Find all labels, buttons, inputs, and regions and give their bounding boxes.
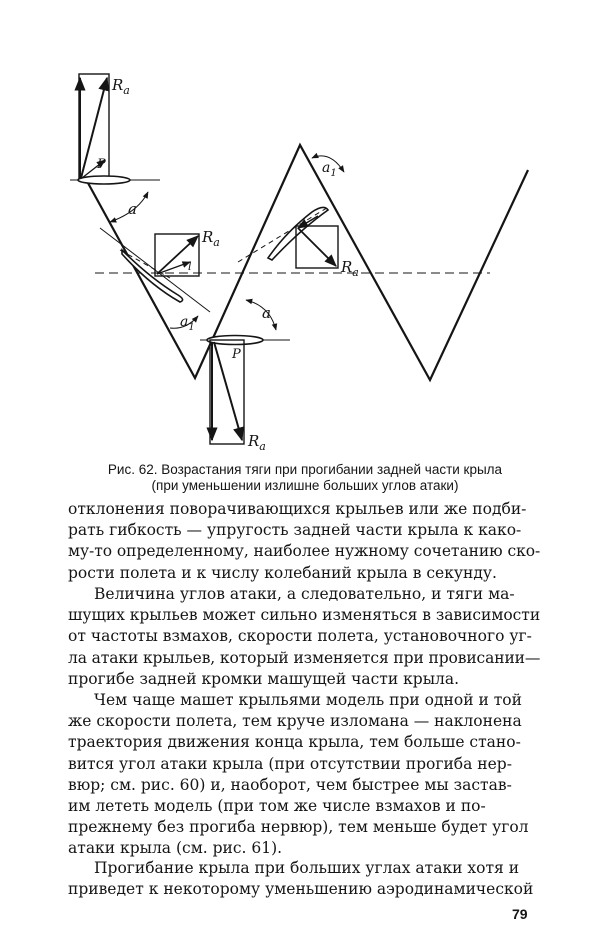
text-line: от частоты взмахов, скорости полета, установочного уг- — [68, 627, 532, 646]
label-l-left: l — [188, 260, 192, 273]
label-a1-top: $a_1$ — [322, 160, 337, 179]
text-line: рости полета и к числу колебаний крыла в секунду. — [68, 563, 497, 582]
paragraph — [68, 690, 540, 860]
text-line: им лететь модель (при том же числе взмахов и по- — [68, 797, 486, 816]
text-line: Величина углов атаки, а следовательно, и тяги ма- — [94, 585, 515, 603]
text-line: му-то определенному, наиболее нужному сочетанию ско- — [68, 542, 541, 561]
paragraph — [68, 858, 540, 900]
angle-arc-a-bottom — [246, 300, 276, 330]
text-line: рать гибкость — упругость задней части крыла к како- — [68, 521, 522, 540]
caption-line: (при уменьшении излишне больших углов атаки) — [151, 478, 459, 493]
caption-line: Рис. 62. Возрастания тяги при прогибании задней части крыла — [107, 462, 503, 477]
label-p-bottom: P — [232, 347, 241, 362]
paragraph — [68, 499, 540, 584]
figure-62-diagram — [0, 0, 600, 460]
paragraph — [68, 584, 540, 690]
text-line: прежнему без прогиба нервюр), тем меньше будет угол — [68, 818, 529, 837]
text-line: Чем чаще машет крыльями модель при одной и той — [94, 691, 522, 709]
text-line: Прогибание крыла при больших углах атаки хотя и — [94, 859, 520, 877]
label-a-left: a — [128, 200, 137, 218]
force-diagram-bottom — [207, 300, 276, 453]
label-ra-right: $R_a$ — [341, 258, 359, 279]
label-p-top: P — [97, 157, 106, 172]
label-a1-left: $a_1$ — [180, 314, 195, 333]
text-line: ла атаки крыльев, который изменяется при провисании— — [68, 648, 541, 667]
text-line: атаки крыла (см. рис. 61). — [68, 839, 283, 858]
text-line: приведет к некоторому уменьшению аэродинамической — [68, 880, 534, 899]
text-line: отклонения поворачивающихся крыльев или же подби- — [68, 500, 527, 518]
text-line: вюр; см. рис. 60) и, наоборот, чем быстрее мы застав- — [68, 775, 512, 794]
text-line: траектория движения конца крыла, тем больше стано- — [68, 733, 521, 752]
text-line: шущих крыльев может сильно изменяться в зависимости — [68, 606, 541, 625]
force-diagram-top — [78, 74, 130, 184]
label-ra-bottom: $R_a$ — [248, 432, 266, 453]
label-a-bottom: a — [262, 304, 271, 322]
text-line: же скорости полета, тем круче изломана — наклонена — [68, 712, 522, 731]
figure-caption — [60, 462, 550, 494]
text-line: вится угол атаки крыла (при отсутствии прогиба нер- — [68, 754, 512, 773]
label-ra-top: $R_a$ — [112, 76, 130, 97]
force-diagram-right — [296, 216, 359, 279]
page-number: 79 — [512, 906, 528, 922]
text-line: прогибе задней кромки машущей части крыла. — [68, 669, 460, 688]
force-diagram-left — [155, 228, 220, 276]
label-ra-left: $R_a$ — [202, 228, 220, 249]
